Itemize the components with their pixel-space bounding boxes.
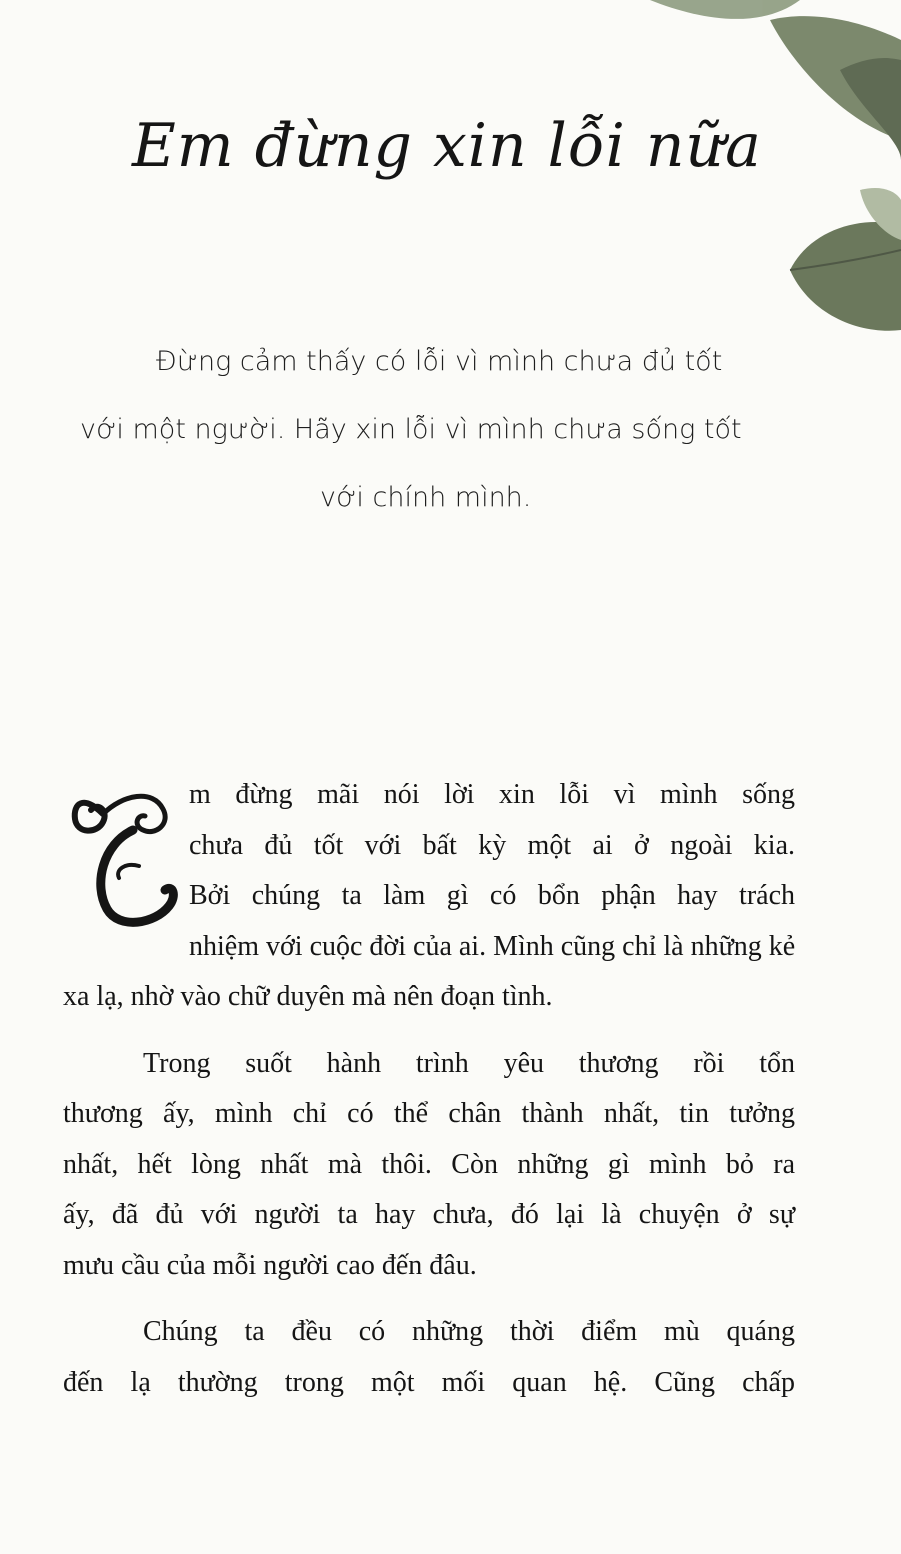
text-line: xa lạ, nhờ vào chữ duyên mà nên đoạn tình. (63, 981, 553, 1012)
drop-cap-ornament (63, 774, 189, 934)
text-line: mưu cầu của mỗi người cao đến đâu. (63, 1249, 477, 1281)
paragraph-2 (63, 1039, 795, 1292)
text-line: thương ấy, mình chỉ có thể chân thành nhất, tin tưởng (63, 1098, 795, 1129)
paragraph-3 (63, 1307, 795, 1408)
leaf-shape (860, 188, 901, 240)
text-line: m đừng mãi nói lời xin lỗi vì mình sống (189, 779, 795, 810)
leaf-stem (790, 250, 901, 270)
body-text (63, 770, 795, 1408)
leaf-shape (840, 58, 901, 160)
text-line: nhất, hết lòng nhất mà thôi. Còn những gì mình bỏ ra (63, 1148, 795, 1180)
chapter-title: Em đừng xin lỗi nữa (132, 111, 762, 181)
leaf-shape (790, 222, 901, 331)
text-line: nhiệm với cuộc đời của ai. Mình cũng chỉ là những kẻ (189, 930, 796, 962)
text-line: Bởi chúng ta làm gì có bổn phận hay trách (189, 880, 795, 911)
quote-line: Đừng cảm thấy có lỗi vì mình chưa đủ tốt (156, 346, 723, 377)
leaf-shape (650, 0, 800, 19)
quote-line: với một người. Hãy xin lỗi vì mình chưa sống tốt (80, 414, 742, 445)
text-line: ấy, đã đủ với người ta hay chưa, đó lại là chuyện ở sự (63, 1199, 795, 1230)
text-line: đến lạ thường trong một mối quan hệ. Cũng chấp (63, 1366, 795, 1398)
text-line: Chúng ta đều có những thời điểm mù quáng (143, 1316, 795, 1347)
text-line: Trong suốt hành trình yêu thương rồi tổn (143, 1047, 795, 1079)
quote-line: với chính mình. (320, 482, 532, 513)
leaf-shape (770, 16, 901, 140)
text-line: chưa đủ tốt với bất kỳ một ai ở ngoài kia. (189, 829, 795, 861)
epigraph-quote (70, 328, 780, 532)
